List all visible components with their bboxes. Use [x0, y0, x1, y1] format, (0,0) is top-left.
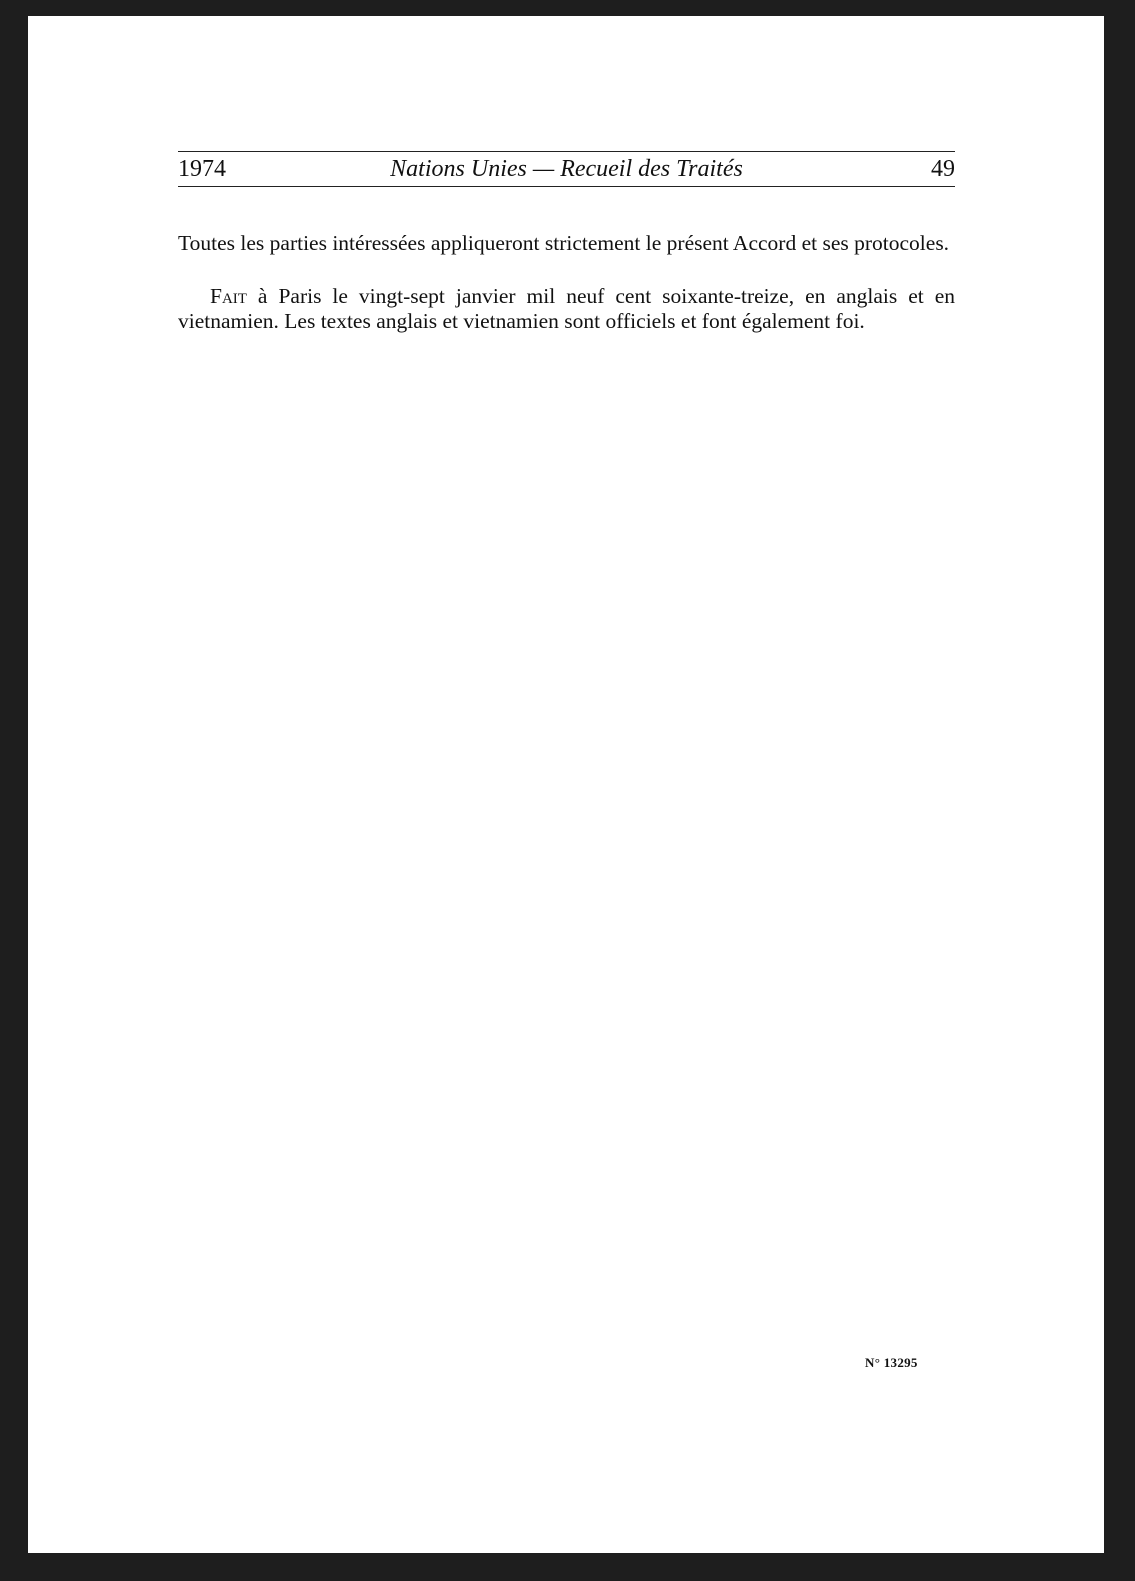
paragraph-1: Toutes les parties intéressées appliqueront strictement le présent Accord et ses protocoles.	[178, 231, 950, 255]
paragraph-2	[178, 284, 955, 334]
running-header	[178, 151, 955, 187]
header-bottom-rule	[178, 186, 955, 187]
paragraph-2-text: à Paris le vingt-sept janvier mil neuf cent soixante-treize, en anglais et en vietnamien. Les textes anglais et vietnamien sont officiels et font également foi.	[178, 284, 955, 333]
header-year: 1974	[178, 156, 226, 182]
paragraph-2-lead: Fait	[210, 284, 247, 308]
header-title: Nations Unies — Recueil des Traités	[390, 156, 743, 182]
document-page	[28, 16, 1104, 1553]
document-number: N° 13295	[865, 1355, 918, 1370]
body-text	[178, 231, 955, 334]
header-row	[178, 152, 955, 186]
page-number: 49	[931, 156, 955, 182]
